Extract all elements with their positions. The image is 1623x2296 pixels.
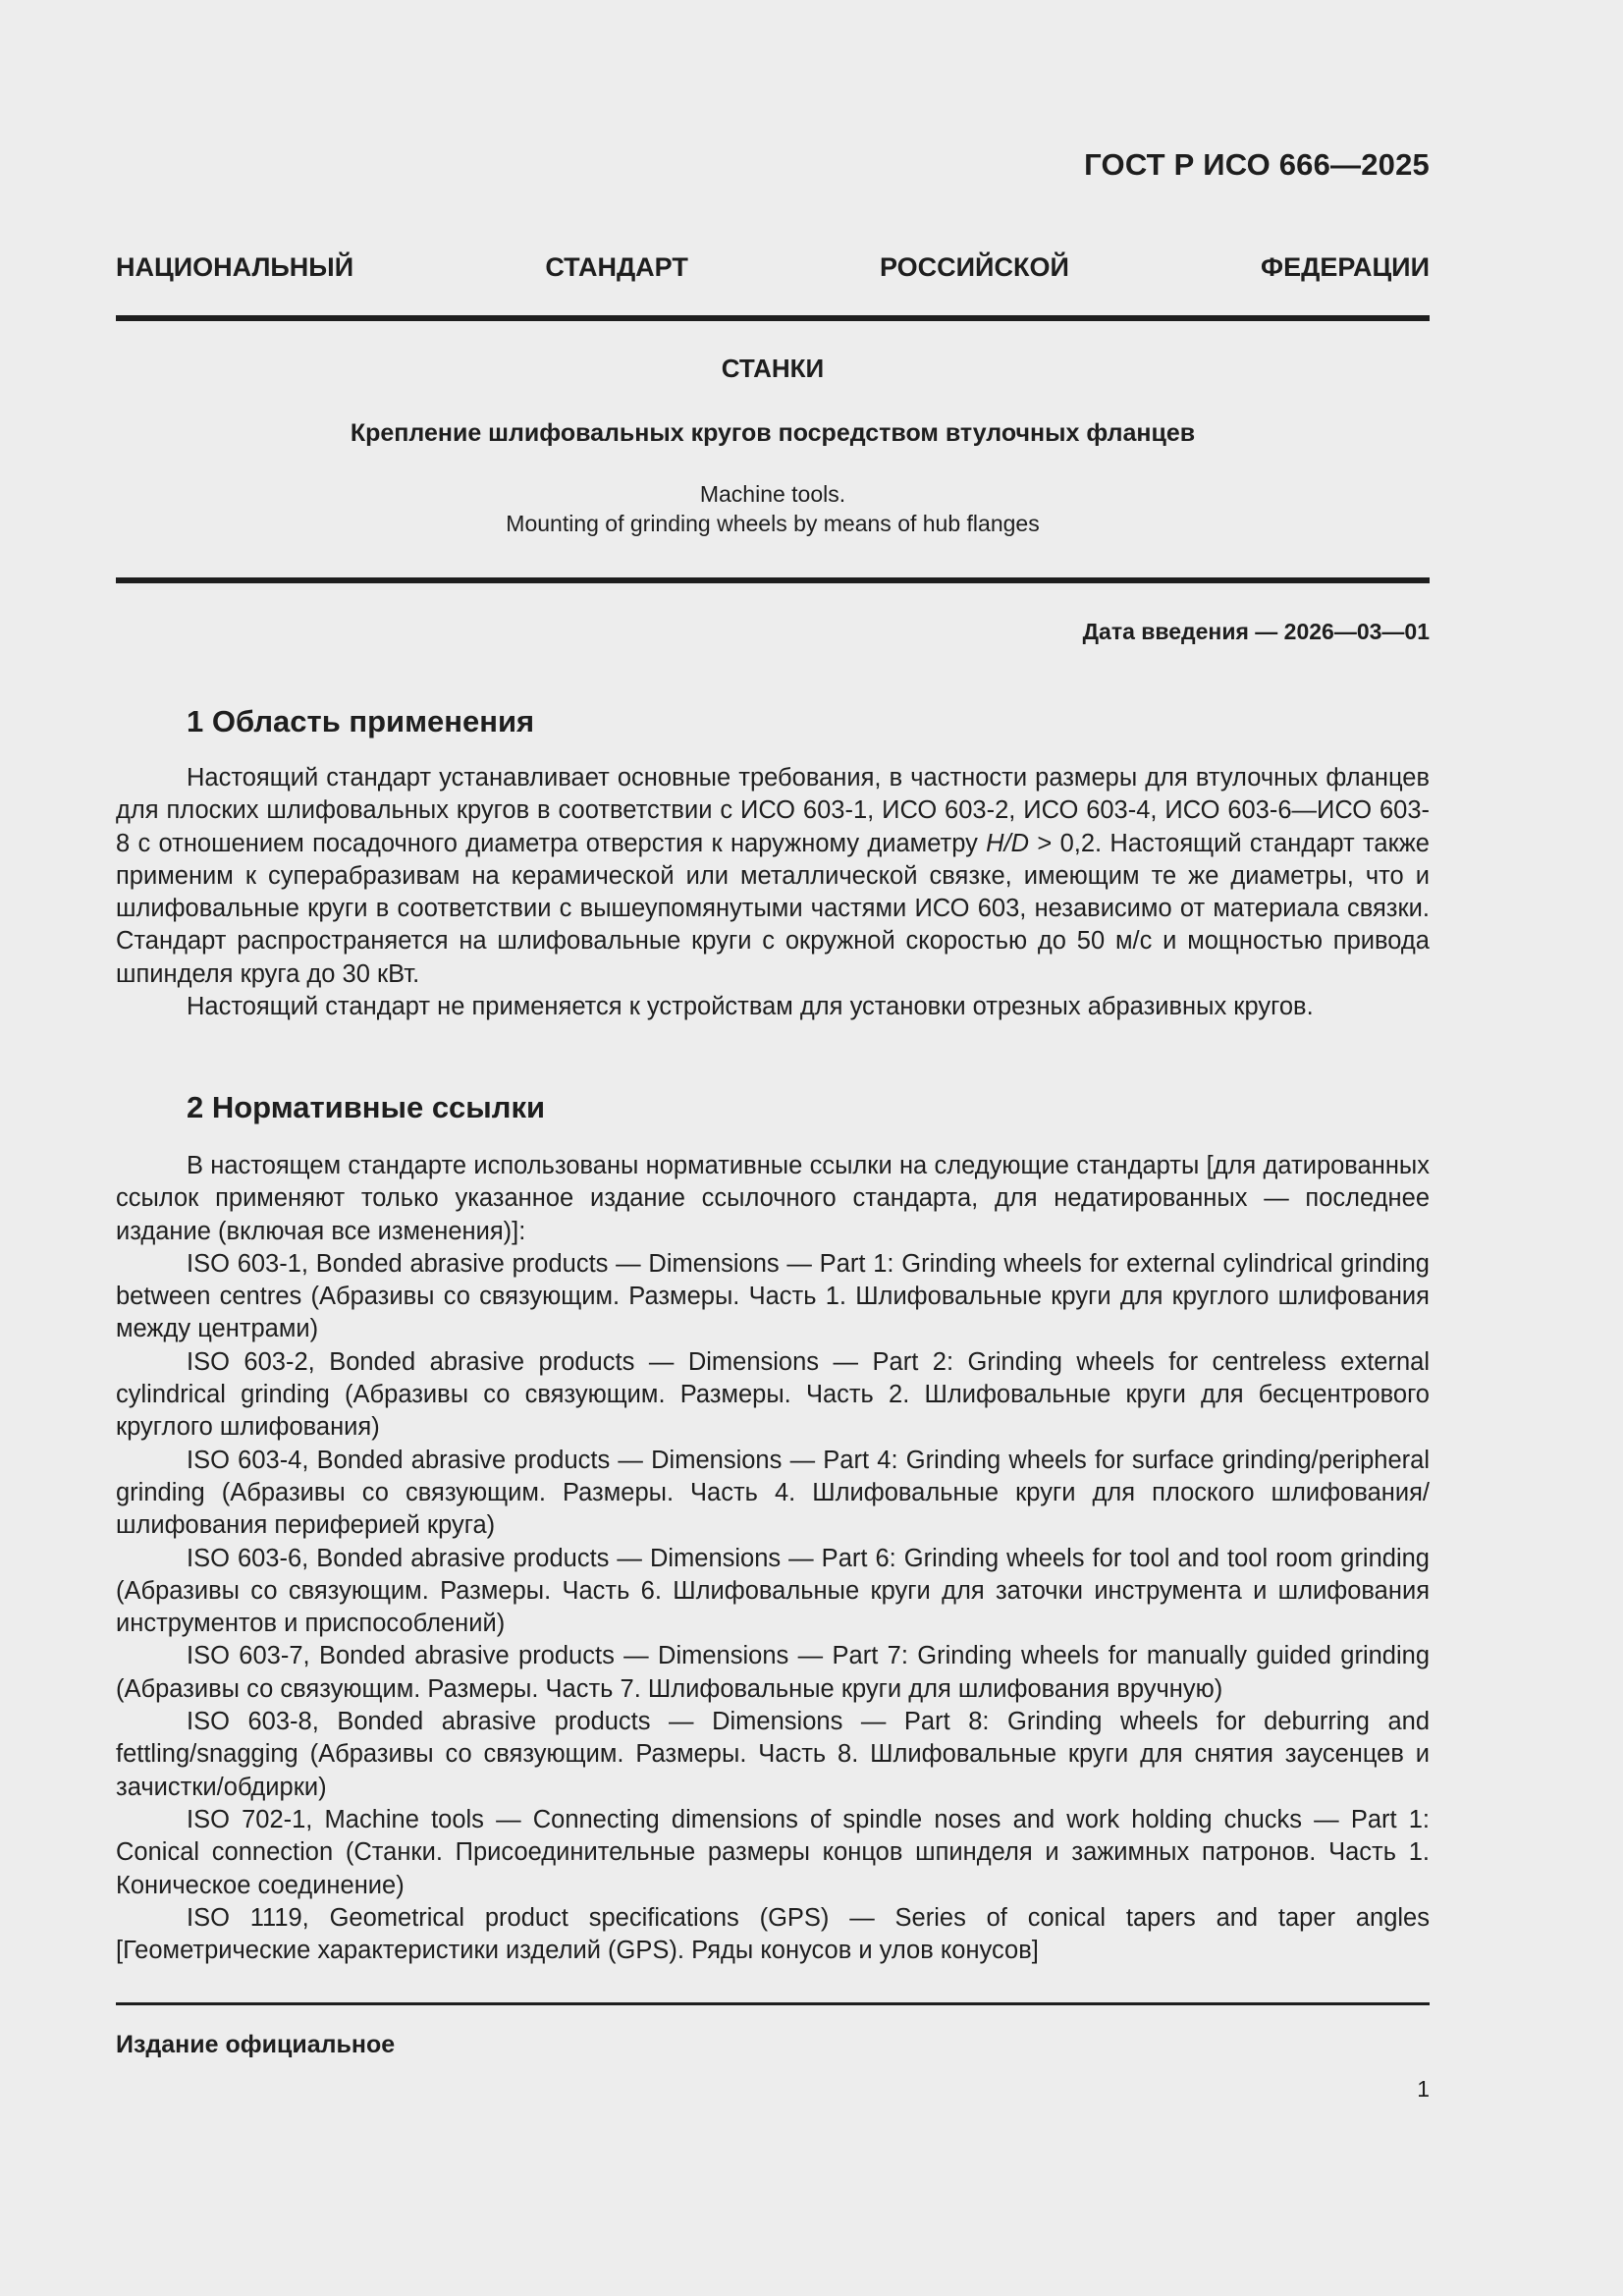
title-bottom-rule (116, 577, 1430, 583)
reference-item: ISO 603-8, Bonded abrasive products — Dimensions — Part 8: Grinding wheels for deburring and fettling/snagging (Абразивы со связующим. Размеры. Часть 8. Шлифовальные круги для снятия заусенцев и зачистки/обдирки) (116, 1708, 1430, 1801)
page-number: 1 (1417, 2076, 1430, 2102)
section-1-body (116, 762, 1430, 1023)
footer-rule (116, 2002, 1430, 2005)
section-1-heading: 1 Область применения (187, 704, 535, 738)
national-standard-banner (116, 252, 1430, 283)
reference-item: ISO 1119, Geometrical product specifications (GPS) — Series of conical tapers and taper angles [Геометрические характеристики изделий (GPS). Ряды конусов и улов конусов] (116, 1903, 1430, 1965)
reference-item: ISO 603-6, Bonded abrasive products — Dimensions — Part 6: Grinding wheels for tool and tool room grinding (Абразивы со связующим. Размеры. Часть 6. Шлифовальные круги для заточки инструмента и шлифования инструментов и приспособлений) (116, 1544, 1430, 1638)
reference-item: ISO 702-1, Machine tools — Connecting dimensions of spindle noses and work holding chucks — Part 1: Conical connection (Станки. Присоединительные размеры концов шпинделя и зажимных патронов. Часть 1. Коническое соединение) (116, 1805, 1430, 1899)
ratio-symbol: H/D (986, 829, 1030, 857)
banner-word: СТАНДАРТ (545, 252, 688, 282)
reference-item: ISO 603-7, Bonded abrasive products — Dimensions — Part 7: Grinding wheels for manually guided grinding (Абразивы со связующим. Размеры. Часть 7. Шлифовальные круги для шлифования вручную) (116, 1642, 1430, 1703)
title-english-line1: Machine tools. (699, 481, 846, 507)
official-edition-label: Издание официальное (116, 2031, 396, 2058)
reference-item: ISO 603-4, Bonded abrasive products — Dimensions — Part 4: Grinding wheels for surface grinding/peripheral grinding (Абразивы со связующим. Размеры. Часть 4. Шлифовальные круги для плоского шлифования/шлифования периферией круга) (116, 1446, 1430, 1540)
reference-item: ISO 603-2, Bonded abrasive products — Dimensions — Part 2: Grinding wheels for centreless external cylindrical grinding (Абразивы со связующим. Размеры. Часть 2. Шлифовальные круги для бесцентрового круглого шлифования) (116, 1347, 1430, 1442)
reference-item: ISO 603-1, Bonded abrasive products — Dimensions — Part 1: Grinding wheels for external cylindrical grinding between centres (Абразивы со связующим. Размеры. Часть 1. Шлифовальные круги для круглого шлифования между центрами) (116, 1249, 1430, 1343)
document-id: ГОСТ Р ИСО 666—2025 (1084, 147, 1430, 182)
paragraph: Настоящий стандарт не применяется к устройствам для установки отрезных абразивных кругов. (187, 993, 1314, 1021)
section-2-heading: 2 Нормативные ссылки (187, 1090, 546, 1124)
date-of-introduction: Дата введения — 2026—03—01 (1082, 619, 1430, 644)
title-main: СТАНКИ (721, 354, 825, 383)
top-rule (116, 315, 1430, 321)
paragraph: Настоящий стандарт устанавливает основные требования, в частности размеры для втулочных фланцев для плоских шлифовальных кругов в соответствии с ИСО 603-1, ИСО 603-2, ИСО 603-4, ИСО 603-6—ИСО 603-8 с отношением посадочного диаметра отверстия к наружному диаметру H/D > 0,2. Настоящий стандарт также применим к суперабразивам на керамической или металлической связке, имеющим те же диаметры, что и шлифовальные круги в соответствии с вышеупомянутыми частями ИСО 603, независимо от материала связки. Стандарт распространяется на шлифовальные круги с окружной скоростью до 50 м/с и мощностью привода шпинделя круга до 30 кВт. (116, 764, 1430, 988)
banner-word: ФЕДЕРАЦИИ (1261, 252, 1430, 282)
section-2-body (116, 1150, 1430, 1967)
banner-word: РОССИЙСКОЙ (880, 252, 1069, 282)
paragraph: В настоящем стандарте использованы нормативные ссылки на следующие стандарты [для датированных ссылок применяют только указанное издание ссылочного стандарта, для недатированных — последнее издание (включая все изменения)]: (116, 1152, 1430, 1245)
title-english-line2: Mounting of grinding wheels by means of hub flanges (506, 511, 1040, 536)
banner-word: НАЦИОНАЛЬНЫЙ (116, 252, 354, 282)
title-subtitle: Крепление шлифовальных кругов посредством втулочных фланцев (350, 419, 1196, 447)
document-page (116, 0, 1430, 2296)
